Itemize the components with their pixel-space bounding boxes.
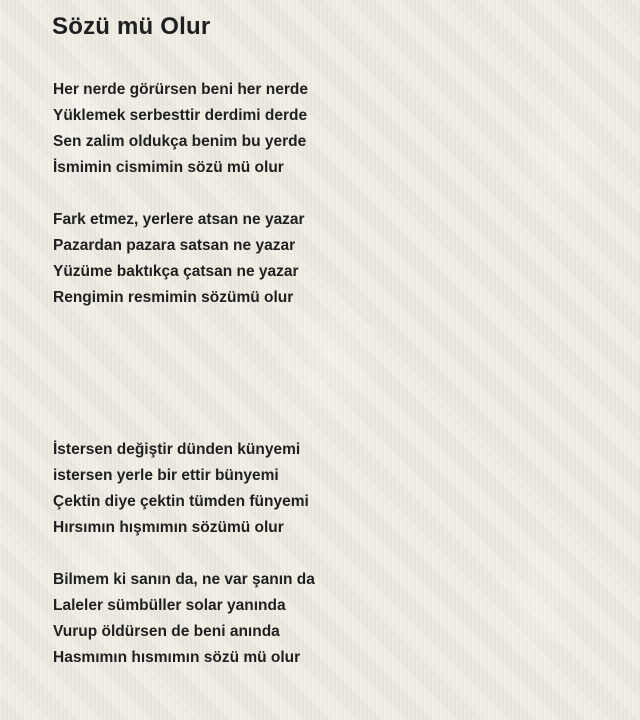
poem-line: Yüklemek serbesttir derdimi derde xyxy=(53,107,308,124)
poem-stanza-3 xyxy=(53,437,309,541)
poem-line: istersen yerle bir ettir bünyemi xyxy=(53,467,279,484)
poem-line: Hasmımın hısmımın sözü mü olur xyxy=(53,649,301,666)
poem-line: Hırsımın hışmımın sözümü olur xyxy=(53,519,284,536)
poem-line: Pazardan pazara satsan ne yazar xyxy=(53,237,296,254)
poem-line: Laleler sümbüller solar yanında xyxy=(53,597,286,614)
poem-stanza-1 xyxy=(53,77,308,181)
poem-line: Her nerde görürsen beni her nerde xyxy=(53,81,308,98)
poem-title: Sözü mü Olur xyxy=(52,13,211,40)
poem-line: Çektin diye çektin tümden fünyemi xyxy=(53,493,309,510)
poem-line: Sen zalim oldukça benim bu yerde xyxy=(53,133,307,150)
poem-line: İstersen değiştir dünden künyemi xyxy=(53,441,301,458)
poem-stanza-4 xyxy=(53,567,315,671)
poem-line: Yüzüme baktıkça çatsan ne yazar xyxy=(53,263,299,280)
poem-line: Rengimin resmimin sözümü olur xyxy=(53,289,294,306)
poem-line: Fark etmez, yerlere atsan ne yazar xyxy=(53,211,305,228)
poem-line: Vurup öldürsen de beni anında xyxy=(53,623,280,640)
poem-line: İsmimin cismimin sözü mü olur xyxy=(53,159,284,176)
poem-line: Bilmem ki sanın da, ne var şanın da xyxy=(53,571,315,588)
poem-stanza-2 xyxy=(53,207,305,311)
